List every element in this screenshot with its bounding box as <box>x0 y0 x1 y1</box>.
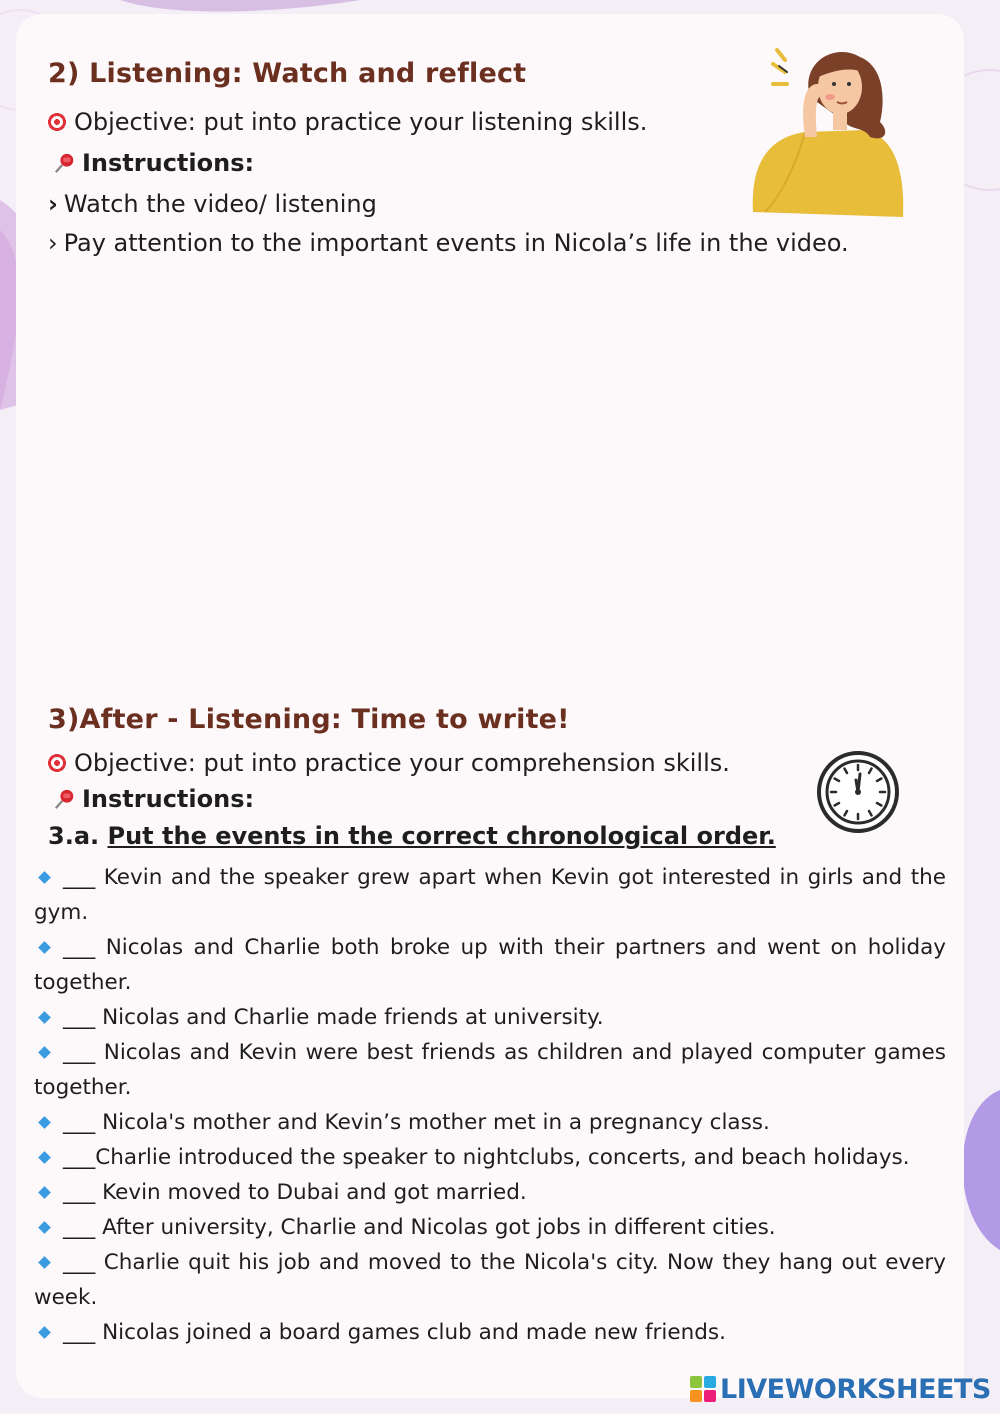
event-text: ___ Nicolas joined a board games club and made new friends. <box>63 1320 726 1345</box>
event-list <box>34 860 946 1350</box>
list-item <box>34 860 946 930</box>
diamond-icon <box>38 941 51 954</box>
section2-title: 2) Listening: Watch and reflect <box>48 58 527 89</box>
list-item <box>34 1175 946 1210</box>
diamond-icon <box>38 1116 51 1129</box>
diamond-icon <box>38 1186 51 1199</box>
section3-objective <box>46 748 730 778</box>
pushpin-icon <box>54 788 76 810</box>
section2-step-1-text: Watch the video/ listening <box>63 190 377 218</box>
diamond-icon <box>38 1011 51 1024</box>
event-text: ___ Nicolas and Charlie made friends at university. <box>63 1005 604 1030</box>
event-text: ___ Nicolas and Charlie both broke up with their partners and went on holiday together. <box>34 935 946 995</box>
event-text: ___ Kevin moved to Dubai and got married. <box>63 1180 527 1205</box>
list-item <box>34 1210 946 1245</box>
event-text: ___ Charlie quit his job and moved to the Nicola's city. Now they hang out every week. <box>34 1250 946 1310</box>
section3-instructions-text: Instructions: <box>82 785 255 813</box>
section2-step-1 <box>48 189 377 219</box>
section2-step-2-text: Pay attention to the important events in Nicola’s life in the video. <box>63 229 849 257</box>
task-text: Put the events in the correct chronological order. <box>107 822 776 850</box>
target-icon <box>46 752 68 774</box>
list-item <box>34 1315 946 1350</box>
list-item <box>34 1035 946 1105</box>
diamond-icon <box>38 1221 51 1234</box>
target-icon <box>46 111 68 133</box>
watermark-text: LIVEWORKSHEETS <box>720 1373 991 1405</box>
section2-step-2 <box>48 228 849 258</box>
diamond-icon <box>38 1151 51 1164</box>
task-number: 3.a. <box>48 822 100 850</box>
caret-icon: › <box>48 229 58 257</box>
liveworksheets-logo-icon <box>690 1376 716 1402</box>
diamond-icon <box>38 1256 51 1269</box>
diamond-icon <box>38 871 51 884</box>
event-text: ___ Nicolas and Kevin were best friends as children and played computer games together. <box>34 1040 946 1100</box>
section2-objective-text: Objective: put into practice your listening skills. <box>74 108 648 136</box>
event-text: ___ Kevin and the speaker grew apart when Kevin got interested in girls and the gym. <box>34 865 946 925</box>
diamond-icon <box>38 1046 51 1059</box>
pushpin-icon <box>54 152 76 174</box>
list-item <box>34 1105 946 1140</box>
liveworksheets-watermark[interactable] <box>690 1372 991 1406</box>
list-item <box>34 1245 946 1315</box>
list-item <box>34 1140 946 1175</box>
section3-title: 3)After - Listening: Time to write! <box>48 704 570 735</box>
woman-listening-illustration <box>745 42 915 222</box>
event-text: ___Charlie introduced the speaker to nightclubs, concerts, and beach holidays. <box>63 1145 910 1170</box>
section2-instructions-label <box>54 148 254 178</box>
caret-icon: › <box>48 190 58 218</box>
list-item <box>34 1000 946 1035</box>
event-text: ___ After university, Charlie and Nicolas got jobs in different cities. <box>63 1215 776 1240</box>
section2-objective <box>46 107 647 137</box>
event-text: ___ Nicola's mother and Kevin’s mother met in a pregnancy class. <box>63 1110 770 1135</box>
diamond-icon <box>38 1326 51 1339</box>
section3-instructions-label <box>54 784 254 814</box>
section3-objective-text: Objective: put into practice your comprehension skills. <box>74 749 730 777</box>
task-heading <box>48 821 776 851</box>
section2-instructions-text: Instructions: <box>82 149 255 177</box>
clock-icon <box>816 750 900 834</box>
list-item <box>34 930 946 1000</box>
